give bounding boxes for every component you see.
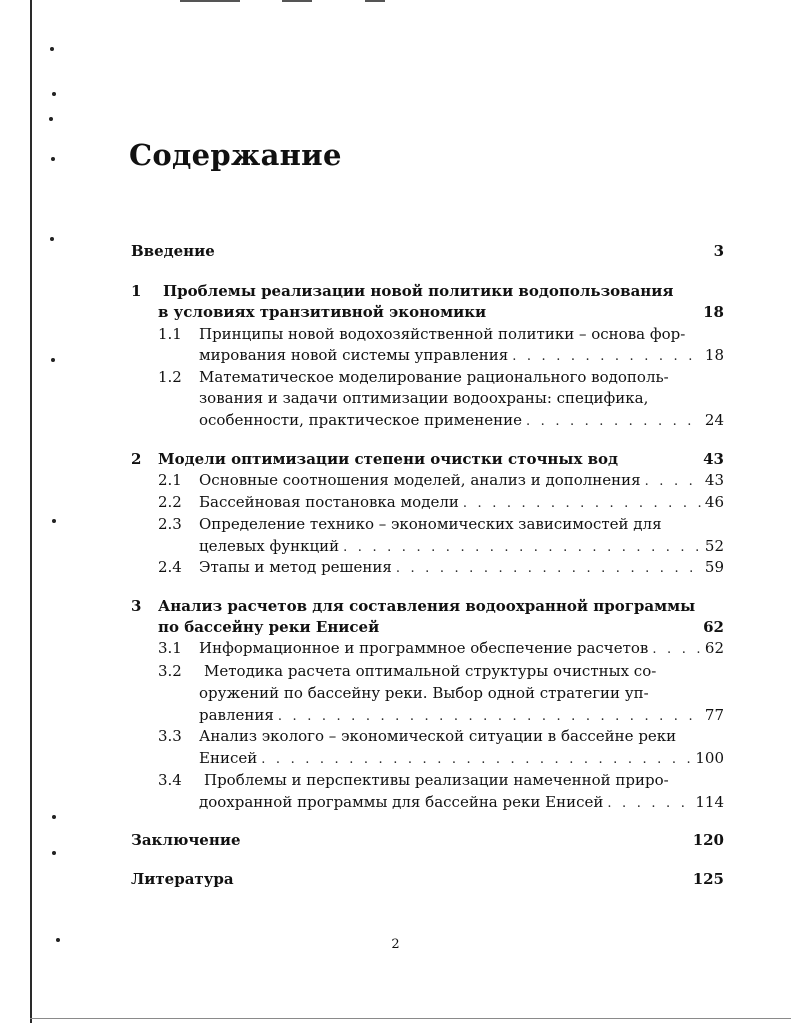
toc-section-title: зования и задачи оптимизации водоохраны: специфика, [199, 389, 649, 407]
toc-entry-title: Литература [131, 870, 234, 888]
toc-section-number: 2.2 [158, 493, 182, 511]
toc-chapter-1-line2 [158, 302, 724, 322]
toc-section-title: Этапы и метод решения [199, 558, 392, 576]
scan-bottom-border [30, 1018, 791, 1019]
toc-section-2-4 [158, 557, 724, 579]
toc-entry-page: 43 [703, 450, 724, 468]
toc-section-title: Информационное и программное обеспечение расчетов [199, 639, 649, 657]
toc-section-title: доохранной программы для бассейна реки Енисей [199, 793, 604, 811]
toc-section-title: Проблемы и перспективы реализации намеченной приро- [204, 771, 669, 789]
toc-entry-conclusion [131, 830, 724, 850]
toc-section-number: 3.4 [158, 771, 182, 789]
toc-chapter-title: в условиях транзитивной экономики [158, 303, 487, 321]
scan-left-border [30, 0, 32, 1023]
scan-speck [52, 92, 56, 96]
toc-section-2-1 [158, 470, 724, 492]
toc-entry-page: 3 [713, 242, 724, 260]
scan-top-mark [180, 0, 240, 2]
toc-entry-page: 43 [704, 471, 724, 489]
toc-section-title: особенности, практическое применение [199, 411, 522, 429]
toc-leader-dots [278, 707, 701, 727]
toc-section-2-3 [158, 514, 724, 534]
toc-section-number: 2.3 [158, 515, 182, 533]
toc-leader-dots [652, 640, 701, 660]
toc-section-title: равления [199, 706, 274, 724]
toc-section-title: Енисей [199, 749, 258, 767]
toc-entry-page: 100 [695, 749, 724, 767]
toc-leader-dots [343, 538, 701, 558]
toc-section-title: Математическое моделирование рационального водополь- [199, 368, 669, 386]
toc-entry-page: 125 [692, 870, 724, 888]
toc-leader-dots [463, 494, 701, 514]
toc-section-1-1-cont [199, 345, 724, 367]
toc-section-1-2-cont [199, 410, 724, 432]
toc-section-title: оружений по бассейну реки. Выбор одной стратегии уп- [199, 684, 649, 702]
toc-section-3-2-cont [199, 705, 724, 727]
toc-leader-dots [261, 750, 691, 770]
toc-leader-dots [645, 472, 701, 492]
toc-section-number: 2.4 [158, 558, 182, 576]
toc-entry-page: 18 [704, 346, 724, 364]
toc-section-number: 2.1 [158, 471, 182, 489]
toc-chapter-3-line1 [131, 596, 724, 616]
toc-section-1-2-cont [199, 388, 724, 408]
scan-speck [50, 47, 54, 51]
scan-top-mark [282, 0, 312, 2]
toc-chapter-number: 3 [131, 597, 142, 615]
toc-section-title: Методика расчета оптимальной структуры очистных со- [204, 662, 657, 680]
toc-section-1-1 [158, 324, 724, 344]
toc-section-title: Бассейновая постановка модели [199, 493, 459, 511]
scan-speck [51, 358, 55, 362]
toc-leader-dots [512, 347, 701, 367]
scan-speck [52, 851, 56, 855]
toc-entry-literature [131, 869, 724, 889]
toc-section-3-2 [158, 661, 724, 681]
toc-section-number: 3.2 [158, 662, 182, 680]
toc-section-3-3-cont [199, 748, 724, 770]
toc-section-title: целевых функций [199, 537, 340, 555]
toc-entry-page: 18 [703, 303, 724, 321]
toc-entry-page: 77 [704, 706, 724, 724]
toc-section-1-2 [158, 367, 724, 387]
toc-section-number: 3.1 [158, 639, 182, 657]
scan-speck [52, 815, 56, 819]
toc-entry-page: 52 [704, 537, 724, 555]
toc-entry-title: Введение [131, 242, 215, 260]
toc-entry-page: 46 [704, 493, 724, 511]
toc-section-3-4-cont [199, 792, 724, 814]
toc-section-2-3-cont [199, 536, 724, 558]
toc-entry-page: 59 [704, 558, 724, 576]
toc-leader-dots [607, 794, 691, 814]
toc-chapter-2 [131, 449, 724, 469]
page-title: Содержание [129, 138, 342, 172]
toc-chapter-3-line2 [158, 617, 724, 637]
toc-chapter-1-line1 [131, 281, 724, 301]
toc-entry-introduction [131, 241, 724, 261]
scan-speck [50, 237, 54, 241]
toc-entry-page: 120 [692, 831, 724, 849]
toc-chapter-title: по бассейну реки Енисей [158, 618, 380, 636]
toc-section-3-2-cont [199, 683, 724, 703]
toc-chapter-number: 2 [131, 450, 142, 468]
toc-chapter-title: Модели оптимизации степени очистки сточных вод [158, 450, 619, 468]
toc-section-number: 1.1 [158, 325, 182, 343]
toc-entry-page: 62 [703, 618, 724, 636]
toc-entry-page: 114 [695, 793, 724, 811]
toc-section-2-2 [158, 492, 724, 514]
toc-leader-dots [526, 412, 701, 432]
toc-chapter-title: Анализ расчетов для составления водоохранной программы [158, 597, 696, 615]
toc-entry-page: 24 [704, 411, 724, 429]
toc-entry-page: 62 [704, 639, 724, 657]
scan-speck [52, 519, 56, 523]
scan-top-mark [365, 0, 385, 2]
page-number: 2 [391, 937, 400, 952]
toc-section-title: Определение технико – экономических зависимостей для [199, 515, 662, 533]
toc-section-3-1 [158, 638, 724, 660]
toc-section-number: 3.3 [158, 727, 182, 745]
toc-chapter-number: 1 [131, 282, 142, 300]
scan-speck [51, 157, 55, 161]
toc-section-3-4 [158, 770, 724, 790]
toc-section-3-3 [158, 726, 724, 746]
toc-chapter-title: Проблемы реализации новой политики водопользования [163, 282, 674, 300]
toc-leader-dots [396, 559, 701, 579]
toc-section-title: мирования новой системы управления [199, 346, 509, 364]
toc-section-title: Основные соотношения моделей, анализ и дополнения [199, 471, 641, 489]
toc-section-number: 1.2 [158, 368, 182, 386]
toc-section-title: Принципы новой водохозяйственной политики – основа фор- [199, 325, 686, 343]
toc-section-title: Анализ эколого – экономической ситуации в бассейне реки [199, 727, 677, 745]
scan-speck [49, 117, 53, 121]
toc-entry-title: Заключение [131, 831, 241, 849]
